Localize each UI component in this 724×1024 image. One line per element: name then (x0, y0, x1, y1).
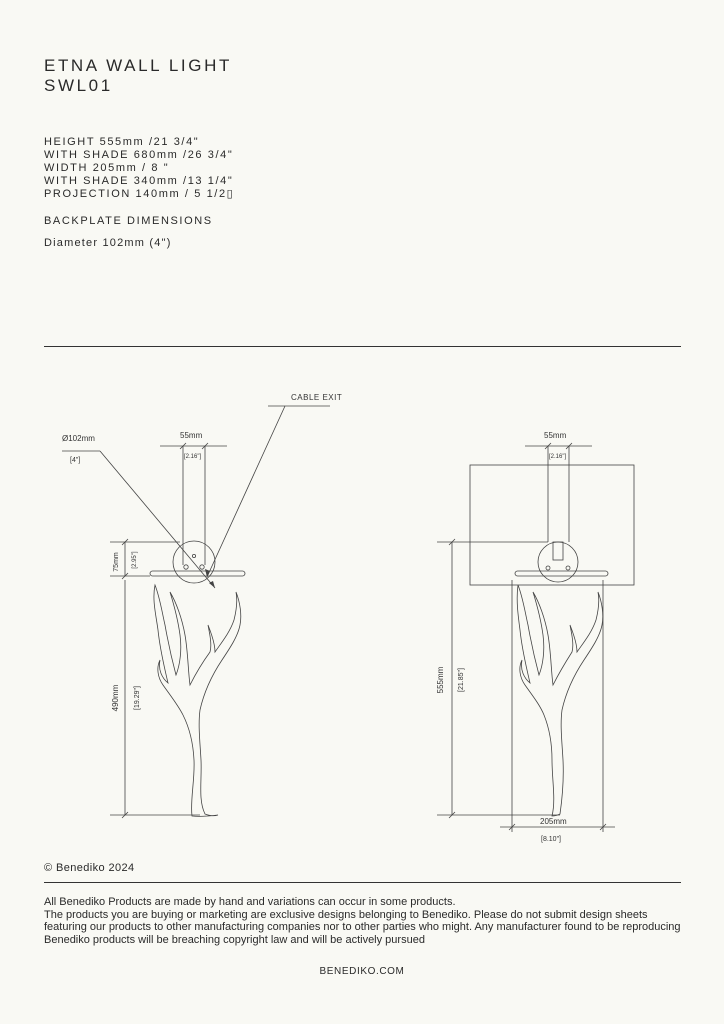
disclaimer: All Benediko Products are made by hand and variations can occur in some products. The products you are buying or marketing are exclusive designs belonging to Benediko. Please do not submit design sheets featuring our products to other manufacturing companies nor to other parties who might. Any manufacturer found to be reproducing Benediko products will be breaching copyright law and will be actively pursued (44, 896, 681, 946)
right-height-mm: 555mm (436, 666, 445, 694)
spec-height-with-shade: WITH SHADE 680mm /26 3/4" (44, 149, 234, 161)
branch-right (517, 585, 603, 816)
right-width-in: [2.16"] (549, 454, 567, 460)
left-backplate-h-mm: 75mm (113, 552, 120, 572)
spec-width: WIDTH 205mm / 8 " (44, 162, 170, 174)
bottom-divider (44, 882, 681, 883)
right-width-mm: 55mm (544, 431, 567, 440)
backplate-circle (173, 541, 215, 583)
top-divider (44, 346, 681, 347)
crossbar (150, 571, 245, 576)
copyright: © Benediko 2024 (44, 862, 135, 874)
branch-left (154, 585, 241, 816)
right-height-in: [21.85"] (458, 668, 465, 692)
spec-projection: PROJECTION 140mm / 5 1/2▯ (44, 188, 235, 200)
left-height-in: [19.29"] (134, 686, 141, 710)
product-title (44, 56, 232, 96)
left-width-in: [2.16"] (184, 454, 202, 460)
backplate-title: BACKPLATE DIMENSIONS (44, 215, 213, 227)
spec-list (44, 136, 234, 201)
technical-drawing (0, 380, 724, 850)
left-diameter-mm: Ø102mm (62, 434, 95, 443)
right-base-w-mm: 205mm (540, 817, 567, 826)
left-width-mm: 55mm (180, 431, 203, 440)
website: BENEDIKO.COM (319, 966, 405, 977)
product-code: SWL01 (44, 76, 113, 95)
product-name: ETNA WALL LIGHT (44, 56, 232, 75)
cable-exit-label: CABLE EXIT (291, 393, 343, 402)
backplate-value: Diameter 102mm (4") (44, 237, 172, 249)
left-diameter-in: [4"] (70, 457, 81, 464)
spec-height: HEIGHT 555mm /21 3/4" (44, 136, 200, 148)
cable-exit-arrow-line (207, 406, 285, 577)
spec-width-with-shade: WITH SHADE 340mm /13 1/4" (44, 175, 234, 187)
lamp-shade (470, 465, 634, 585)
right-base-w-in: [8.10"] (541, 836, 561, 843)
left-height-mm: 490mm (111, 684, 120, 712)
left-backplate-h-in: [2.95"] (132, 551, 138, 569)
